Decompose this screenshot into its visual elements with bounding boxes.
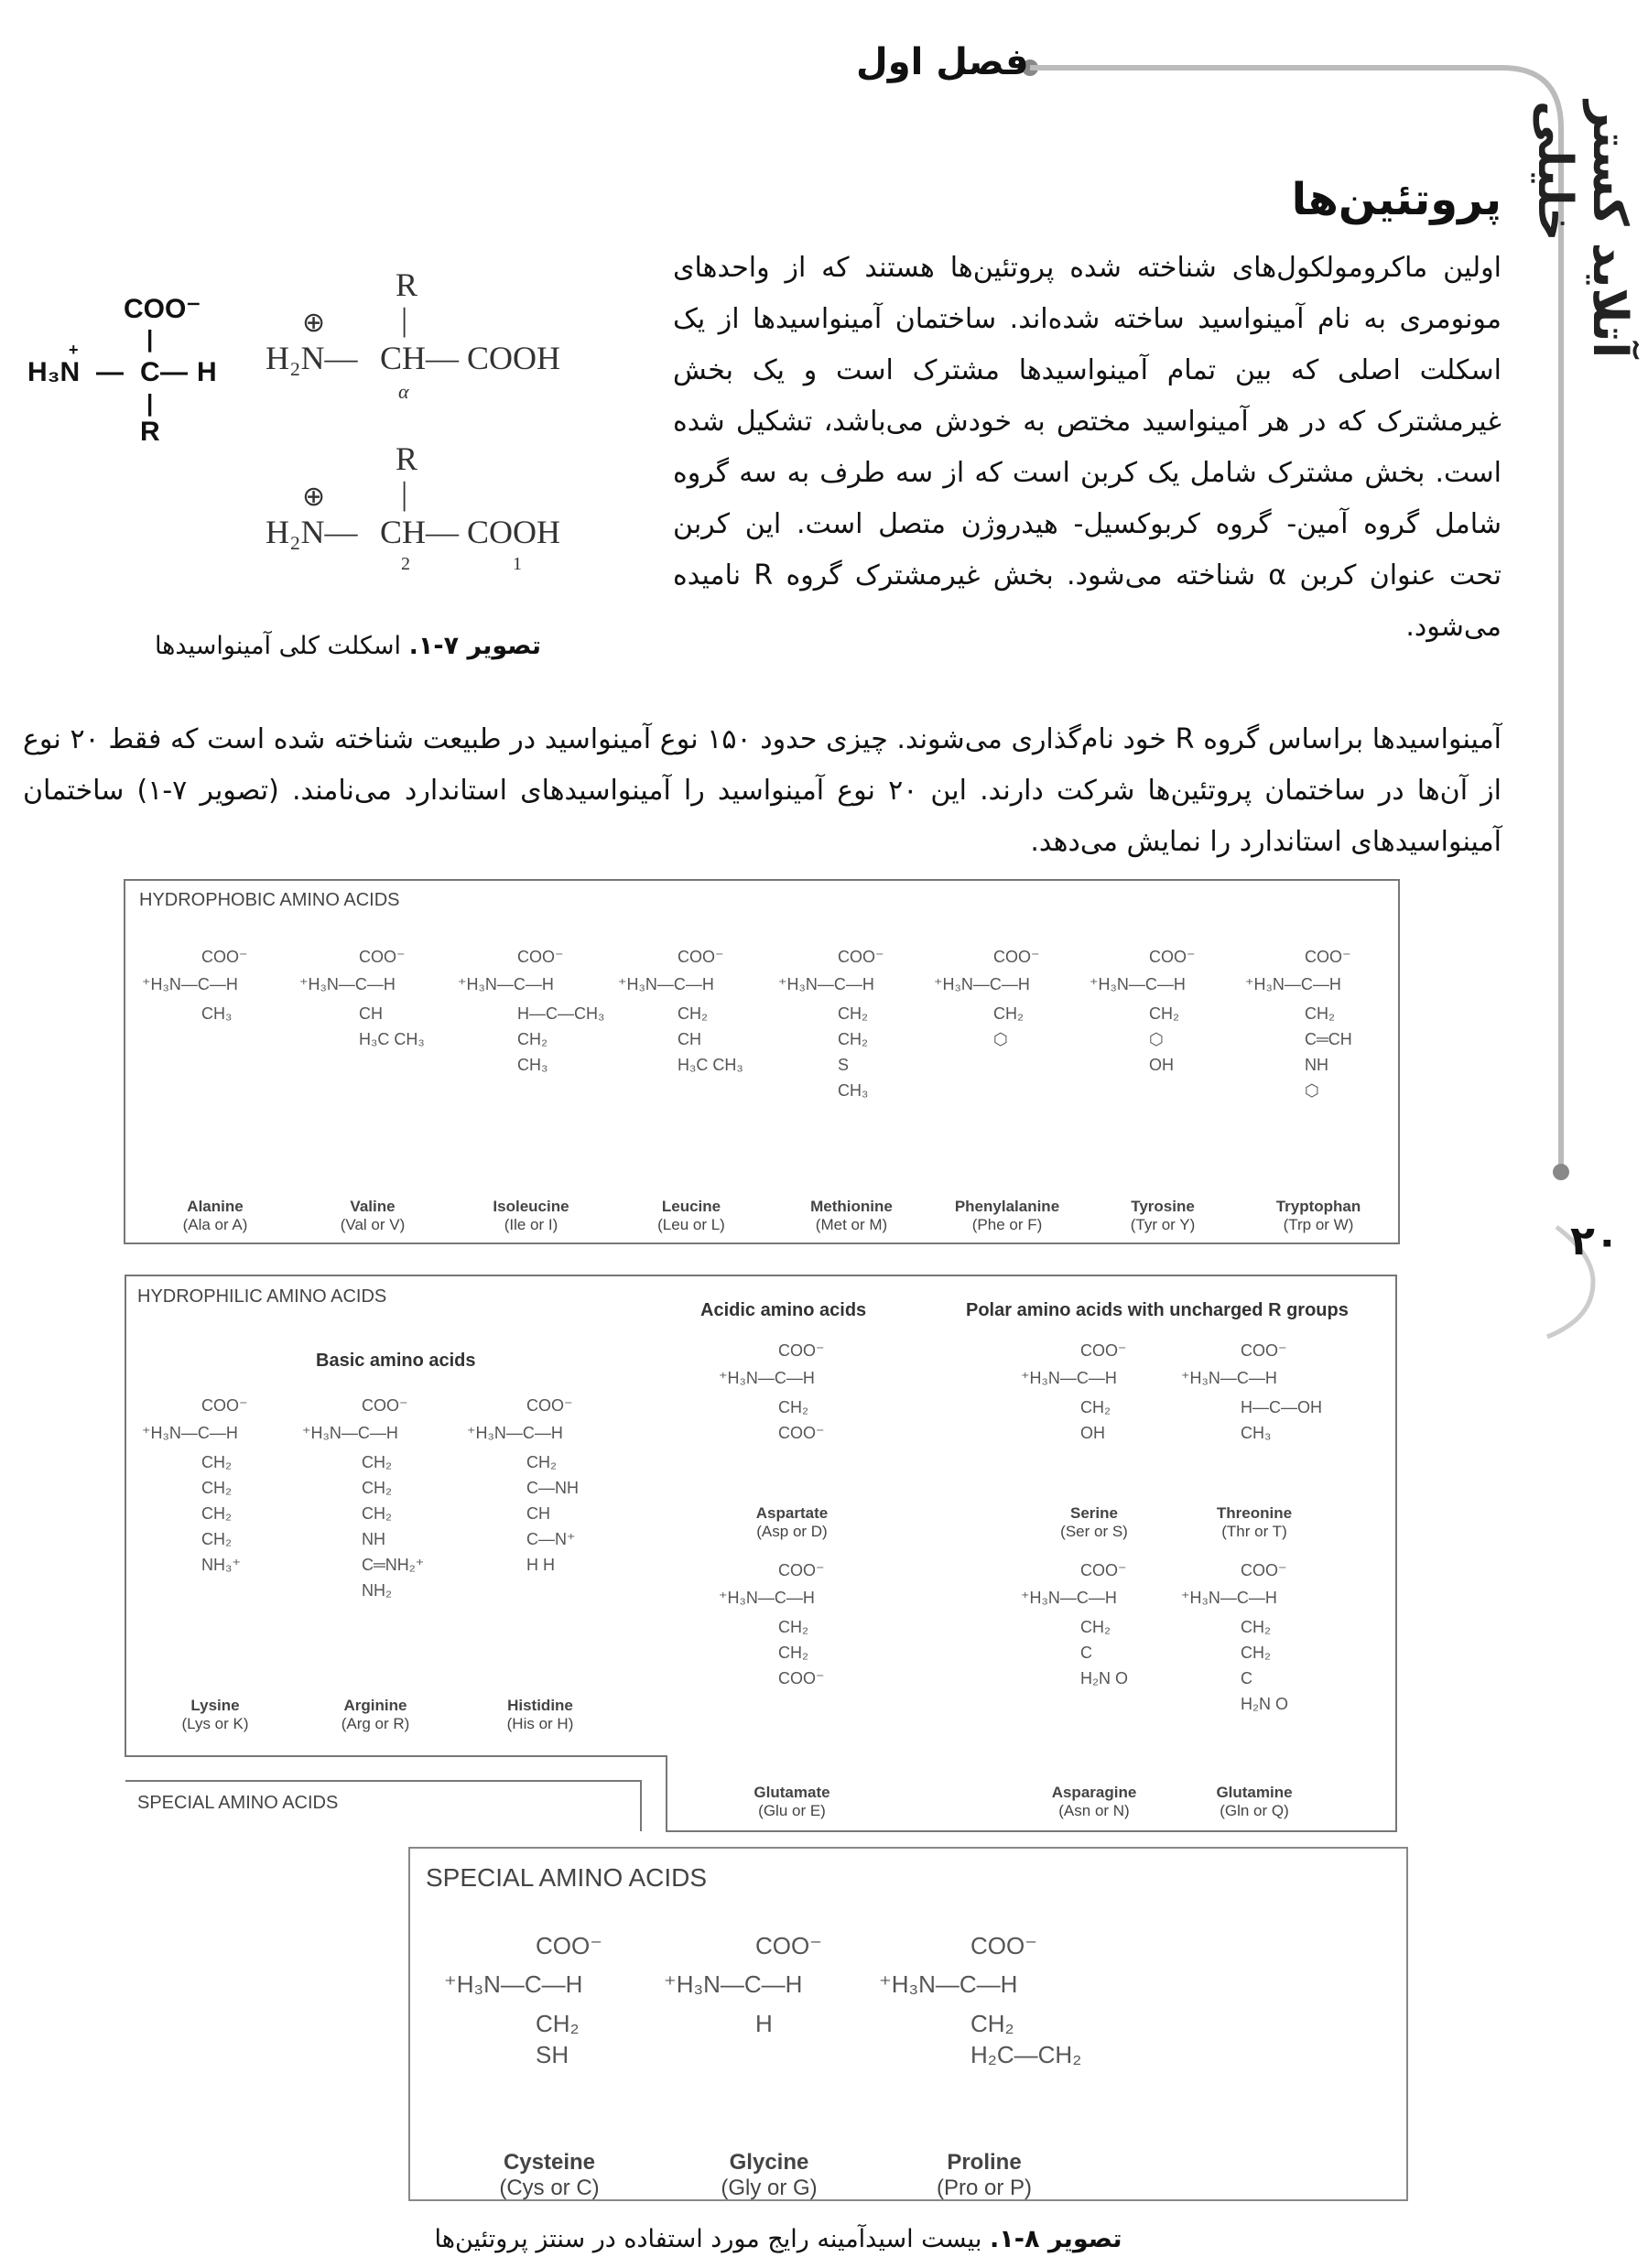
backbone-carboxyl: COO⁻ xyxy=(993,948,1040,966)
amino-acid-name: Proline xyxy=(947,2150,1022,2175)
amino-acid-abbreviation: (Gly or G) xyxy=(721,2176,818,2200)
formula-right: H xyxy=(197,357,217,387)
backbone-carboxyl: COO⁻ xyxy=(970,1932,1037,1959)
paragraph-intro: اولین ماکرومولکول‌های شناخته شده پروتئین‌ها هستند که از واحدهای مونومری به نام آمینواسید ساخته شده‌اند. ساختمان آمینواسیدها از یک اسکلت اصلی که بین تمام آمینواسیدها مشترک است و یک بخش غیرمشترک که در هر آمینواسید مختص به خودش می‌باشد، تشکیل شده است. بخش مشترک شامل یک کربن است که از سه طرف به سه گروه شامل گروه آمین- گروه کربوکسیل- هیدروژن متصل است. این کربن تحت عنوان کربن α شناخته می‌شود. بخش غیرمشترک گروه R نامیده می‌شود. xyxy=(673,252,1502,643)
backbone-amine: ⁺H₃N—C—H xyxy=(664,1970,803,1998)
amino-acid-label xyxy=(1241,1198,1396,1234)
backbone-amine: ⁺H₃N—C—H xyxy=(1181,1589,1277,1607)
side-chain-group: S xyxy=(838,1056,850,1074)
side-chain-group: NH₃⁺ xyxy=(201,1556,241,1574)
side-chain-group: OH xyxy=(1080,1424,1105,1442)
amino-acid-abbreviation: (Ile or I) xyxy=(504,1216,558,1233)
backbone-amine: ⁺H₃N—C—H xyxy=(1245,975,1341,993)
formula-a-r: R xyxy=(396,266,418,303)
backbone-carboxyl: COO⁻ xyxy=(1241,1561,1287,1579)
amino-acid-structure xyxy=(929,948,1085,1236)
amino-acid-structure xyxy=(1176,1341,1332,1543)
backbone-amine: ⁺H₃N—C—H xyxy=(1181,1369,1277,1387)
backbone-carboxyl: COO⁻ xyxy=(359,948,406,966)
acidic-title: Acidic amino acids xyxy=(700,1300,867,1320)
amino-acid-name: Methionine xyxy=(810,1198,893,1215)
amino-acid-label xyxy=(462,1697,618,1733)
amino-acid-name: Leucine xyxy=(661,1198,721,1215)
amino-acid-structure xyxy=(1085,948,1241,1236)
side-chain-group: C—N⁺ xyxy=(526,1530,576,1548)
backbone-amine: ⁺H₃N—C—H xyxy=(302,1424,398,1442)
formula-b-ch: CH— xyxy=(380,514,460,550)
formula-a-alpha: α xyxy=(398,380,409,403)
amino-acid-label xyxy=(1176,1504,1332,1541)
figure-8-1-label: تصویر ۸-۱. xyxy=(990,2225,1122,2253)
side-chain-group: CH₂ xyxy=(1149,1004,1179,1023)
backbone-amine: ⁺H₃N—C—H xyxy=(879,1970,1018,1998)
backbone-carboxyl: COO⁻ xyxy=(201,948,248,966)
backbone-carboxyl: COO⁻ xyxy=(778,1561,825,1579)
backbone-carboxyl: COO⁻ xyxy=(1080,1561,1127,1579)
formula-a-cooh: COOH xyxy=(467,340,561,376)
amino-acid-name: Isoleucine xyxy=(493,1198,569,1215)
side-chain-group: C═NH₂⁺ xyxy=(362,1556,425,1574)
amino-acid-label xyxy=(1016,1504,1172,1541)
backbone-amine: ⁺H₃N—C—H xyxy=(467,1424,563,1442)
side-chain-group: CH₂ xyxy=(201,1479,232,1497)
amino-acid-structure xyxy=(659,1932,879,2200)
side-chain-group: CH₂ xyxy=(1241,1618,1271,1636)
amino-acid-name: Histidine xyxy=(507,1697,573,1714)
amino-acid-name: Valine xyxy=(350,1198,396,1215)
special-small-title: SPECIAL AMINO ACIDS xyxy=(137,1793,339,1813)
amino-acid-label xyxy=(439,2150,659,2201)
side-chain-group: CH xyxy=(526,1504,550,1523)
side-chain-group: CH₂ xyxy=(536,2010,580,2037)
side-chain-group: H—C—OH xyxy=(1241,1398,1322,1416)
backbone-carboxyl: COO⁻ xyxy=(1241,1341,1287,1360)
side-chain-group: H₂N O xyxy=(1241,1695,1288,1713)
amino-acid-structure xyxy=(298,1396,453,1735)
amino-acid-structure xyxy=(774,948,929,1236)
formula-a-ch: CH— xyxy=(380,340,460,376)
amino-acid-label xyxy=(714,1504,870,1541)
backbone-carboxyl: COO⁻ xyxy=(778,1341,825,1360)
side-chain-group: CH₂ xyxy=(362,1453,392,1471)
amino-acid-abbreviation: (Asp or D) xyxy=(756,1523,828,1540)
side-chain-group: H₂C—CH₂ xyxy=(970,2041,1082,2068)
backbone-carboxyl: COO⁻ xyxy=(1080,1341,1127,1360)
amino-acid-abbreviation: (Tyr or Y) xyxy=(1130,1216,1196,1233)
side-chain-group: H—C—CH₃ xyxy=(517,1004,605,1023)
amino-acid-label xyxy=(929,1198,1085,1234)
side-chain-group: CH₂ xyxy=(201,1453,232,1471)
amino-acid-name: Alanine xyxy=(187,1198,244,1215)
amino-acid-name: Tyrosine xyxy=(1131,1198,1195,1215)
backbone-amine: ⁺H₃N—C—H xyxy=(458,975,554,993)
amino-acid-label xyxy=(453,1198,609,1234)
side-chain-group: CH₂ xyxy=(838,1004,868,1023)
amino-acid-label xyxy=(1085,1198,1241,1234)
backbone-amine: ⁺H₃N—C—H xyxy=(719,1369,815,1387)
hydrophilic-title: HYDROPHILIC AMINO ACIDS xyxy=(137,1286,387,1307)
amino-acid-structure xyxy=(714,1341,870,1543)
hydrophobic-title: HYDROPHOBIC AMINO ACIDS xyxy=(139,890,400,910)
amino-acid-structure xyxy=(714,1561,870,1822)
backbone-amine: ⁺H₃N—C—H xyxy=(142,975,238,993)
amino-acid-label xyxy=(137,1198,293,1234)
amino-acid-name: Aspartate xyxy=(755,1504,829,1522)
amino-acid-structure xyxy=(1241,948,1396,1236)
side-brand-text: آتلاید کستر خلیلی xyxy=(1527,101,1637,359)
formula-b-r: R xyxy=(396,440,418,477)
side-chain-group: CH₂ xyxy=(201,1530,232,1548)
general-formula-alpha: R | ⊕ H₂N— CH— COOH α xyxy=(266,266,561,403)
side-chain-group: H₂N O xyxy=(1080,1669,1128,1687)
formula-a-plus: ⊕ xyxy=(302,308,326,338)
amino-acid-name: Arginine xyxy=(343,1697,407,1714)
amino-acid-abbreviation: (Glu or E) xyxy=(758,1802,826,1819)
figure-8-1-caption xyxy=(366,2225,1190,2253)
amino-acid-name: Serine xyxy=(1070,1504,1118,1522)
amino-acid-name: Lysine xyxy=(190,1697,240,1714)
formula-bottom: R xyxy=(140,417,160,447)
side-chain-group: C xyxy=(1080,1644,1092,1662)
side-chain-group: CH₂ xyxy=(362,1479,392,1497)
amino-acid-abbreviation: (Asn or N) xyxy=(1058,1802,1130,1819)
page-number: ۲۰ xyxy=(1570,1218,1620,1264)
general-formula-numbered: R | ⊕ H₂N— CH— COOH 2 1 xyxy=(266,440,561,574)
amino-acid-structure xyxy=(1176,1561,1332,1822)
backbone-carboxyl: COO⁻ xyxy=(526,1396,573,1415)
side-chain-group: CH₃ xyxy=(517,1056,548,1074)
formula-a-amine: H₂N— xyxy=(266,340,358,376)
amino-acid-structure xyxy=(874,1932,1094,2200)
amino-acid-abbreviation: (Ala or A) xyxy=(182,1216,248,1233)
formula-top: COO⁻ xyxy=(124,294,201,324)
amino-acid-label xyxy=(137,1697,293,1733)
backbone-carboxyl: COO⁻ xyxy=(362,1396,408,1415)
side-chain-group: CH₂ xyxy=(1080,1398,1111,1416)
side-chain-group: CH₃ xyxy=(1241,1424,1272,1442)
section-title: پروتئین‌ها xyxy=(1291,174,1502,225)
backbone-amine: ⁺H₃N—C—H xyxy=(1090,975,1186,993)
polar-title: Polar amino acids with uncharged R groups xyxy=(966,1300,1349,1320)
side-chain-group: CH₂ xyxy=(778,1398,808,1416)
amino-acid-label xyxy=(774,1198,929,1234)
formula-plus: + xyxy=(69,341,79,359)
side-chain-group: NH xyxy=(1305,1056,1328,1074)
amino-acid-abbreviation: (Phe or F) xyxy=(971,1216,1043,1233)
backbone-carboxyl: COO⁻ xyxy=(755,1932,822,1959)
backbone-amine: ⁺H₃N—C—H xyxy=(618,975,714,993)
amino-acid-abbreviation: (Cys or C) xyxy=(499,2176,600,2200)
amino-acid-abbreviation: (Gln or Q) xyxy=(1220,1802,1289,1819)
backbone-carboxyl: COO⁻ xyxy=(517,948,564,966)
side-chain-group: NH₂ xyxy=(362,1581,392,1600)
backbone-amine: ⁺H₃N—C—H xyxy=(142,1424,238,1442)
side-chain-group: ⬡ xyxy=(993,1030,1008,1048)
amino-acid-name: Threonine xyxy=(1216,1504,1293,1522)
amino-acid-label xyxy=(874,2150,1094,2201)
amino-acid-structure xyxy=(453,948,609,1236)
formula-left-group: H₃N xyxy=(27,357,81,387)
formula-b-plus: ⊕ xyxy=(302,482,326,512)
basic-title: Basic amino acids xyxy=(316,1351,476,1371)
side-chain-group: OH xyxy=(1149,1056,1174,1074)
side-chain-group: C—NH xyxy=(526,1479,579,1497)
general-formula-left: COO⁻ | + H₃N — C — H | R xyxy=(27,294,217,447)
amino-acid-abbreviation: (Thr or T) xyxy=(1221,1523,1287,1540)
side-chain-group: CH₂ xyxy=(517,1030,548,1048)
amino-acid-label xyxy=(714,1784,870,1820)
chapter-title: فصل اول xyxy=(856,41,1029,83)
amino-acid-abbreviation: (Arg or R) xyxy=(341,1715,410,1732)
side-chain-group: CH₂ xyxy=(1241,1644,1271,1662)
side-chain-group: COO⁻ xyxy=(778,1669,825,1687)
side-chain-group: CH₂ xyxy=(362,1504,392,1523)
side-chain-group: C═CH xyxy=(1305,1030,1352,1048)
side-chain-group: NH xyxy=(362,1530,385,1548)
side-chain-group: CH₂ xyxy=(778,1644,808,1662)
figure-7-1-label: تصویر ۷-۱. xyxy=(408,632,542,660)
amino-acid-structure xyxy=(137,948,293,1236)
side-chain-group: CH₂ xyxy=(778,1618,808,1636)
side-chain-group: CH xyxy=(359,1004,383,1023)
side-chain-group: CH₂ xyxy=(1080,1618,1111,1636)
backbone-amine: ⁺H₃N—C—H xyxy=(299,975,396,993)
amino-acid-structure xyxy=(439,1932,659,2200)
backbone-amine: ⁺H₃N—C—H xyxy=(1021,1589,1117,1607)
backbone-amine: ⁺H₃N—C—H xyxy=(1021,1369,1117,1387)
side-chain-group: CH₂ xyxy=(526,1453,557,1471)
backbone-carboxyl: COO⁻ xyxy=(1305,948,1351,966)
backbone-amine: ⁺H₃N—C—H xyxy=(719,1589,815,1607)
amino-acid-label xyxy=(613,1198,769,1234)
figure-7-1-text: اسکلت کلی آمینواسیدها xyxy=(154,632,409,660)
side-chain-group: CH₂ xyxy=(838,1030,868,1048)
side-chain-group: ⬡ xyxy=(1149,1030,1164,1048)
paragraph-standard-amino-acids: آمینواسیدها براساس گروه R خود نام‌گذاری می‌شوند. چیزی حدود ۱۵۰ نوع آمینواسید در طبیعت شناخته شده است که فقط ۲۰ نوع از آن‌ها در ساختمان پروتئین‌ها شرکت دارند. این ۲۰ نوع آمینواسید را آمینواسیدهای استاندارد می‌نامند. (تصویر ۷-۱) ساختمان آمینواسیدهای استاندارد را نمایش می‌دهد. xyxy=(23,723,1502,858)
amino-acid-structure xyxy=(613,948,769,1236)
amino-acid-label xyxy=(1016,1784,1172,1820)
formula-b-cooh: COOH xyxy=(467,514,561,550)
side-chain-group: CH₃ xyxy=(838,1081,869,1100)
side-chain-group: CH₂ xyxy=(678,1004,708,1023)
side-chain-group: CH₂ xyxy=(993,1004,1024,1023)
amino-acid-structure xyxy=(1016,1341,1172,1543)
backbone-carboxyl: COO⁻ xyxy=(1149,948,1196,966)
backbone-amine: ⁺H₃N—C—H xyxy=(444,1970,583,1998)
amino-acid-abbreviation: (Ser or S) xyxy=(1060,1523,1128,1540)
formula-b-amine: H₂N— xyxy=(266,514,358,550)
side-chain-group: CH₃ xyxy=(201,1004,233,1023)
backbone-carboxyl: COO⁻ xyxy=(838,948,884,966)
figure-8-1-text: بیست اسیدآمینه رایج مورد استفاده در سنتز پروتئین‌ها xyxy=(434,2225,991,2253)
amino-acid-label xyxy=(298,1697,453,1733)
amino-acid-name: Glutamate xyxy=(754,1784,830,1801)
formula-b-num1: 1 xyxy=(513,554,522,574)
amino-acid-structure xyxy=(1016,1561,1172,1822)
formula-center: C xyxy=(140,357,160,387)
amino-acid-label xyxy=(295,1198,450,1234)
side-chain-group: H₃C CH₃ xyxy=(678,1056,743,1074)
side-chain-group: CH₂ xyxy=(201,1504,232,1523)
side-chain-group: COO⁻ xyxy=(778,1424,825,1442)
amino-acid-name: Glutamine xyxy=(1216,1784,1293,1801)
amino-acid-name: Glycine xyxy=(729,2150,809,2175)
side-chain-group: ⬡ xyxy=(1305,1081,1319,1100)
side-chain-group: H xyxy=(755,2010,773,2037)
backbone-carboxyl: COO⁻ xyxy=(201,1396,248,1415)
formula-b-num2: 2 xyxy=(401,554,410,574)
side-chain-group: CH₂ xyxy=(970,2010,1014,2037)
amino-acid-name: Tryptophan xyxy=(1275,1198,1361,1215)
amino-acid-label xyxy=(659,2150,879,2201)
side-chain-group: SH xyxy=(536,2041,569,2068)
amino-acid-abbreviation: (Lys or K) xyxy=(181,1715,249,1732)
amino-acid-abbreviation: (Trp or W) xyxy=(1283,1216,1354,1233)
side-chain-group: H₃C CH₃ xyxy=(359,1030,425,1048)
backbone-amine: ⁺H₃N—C—H xyxy=(934,975,1030,993)
side-chain-group: C xyxy=(1241,1669,1252,1687)
amino-acid-abbreviation: (Pro or P) xyxy=(936,2176,1032,2200)
amino-acid-abbreviation: (Val or V) xyxy=(340,1216,406,1233)
backbone-carboxyl: COO⁻ xyxy=(678,948,724,966)
side-chain-group: CH xyxy=(678,1030,701,1048)
amino-acid-structure xyxy=(462,1396,618,1735)
amino-acid-abbreviation: (Met or M) xyxy=(815,1216,888,1233)
side-chain-group: CH₂ xyxy=(1305,1004,1335,1023)
amino-acid-label xyxy=(1176,1784,1332,1820)
amino-acid-name: Cysteine xyxy=(503,2150,596,2175)
amino-acid-abbreviation: (His or H) xyxy=(506,1715,574,1732)
amino-acid-abbreviation: (Leu or L) xyxy=(657,1216,725,1233)
amino-acid-name: Asparagine xyxy=(1051,1784,1137,1801)
backbone-carboxyl: COO⁻ xyxy=(536,1932,602,1959)
special-title: SPECIAL AMINO ACIDS xyxy=(426,1863,708,1892)
amino-acid-structure xyxy=(295,948,450,1236)
amino-acid-name: Phenylalanine xyxy=(954,1198,1060,1215)
amino-acid-structure xyxy=(137,1396,293,1735)
backbone-amine: ⁺H₃N—C—H xyxy=(778,975,874,993)
side-chain-group: H H xyxy=(526,1556,555,1574)
